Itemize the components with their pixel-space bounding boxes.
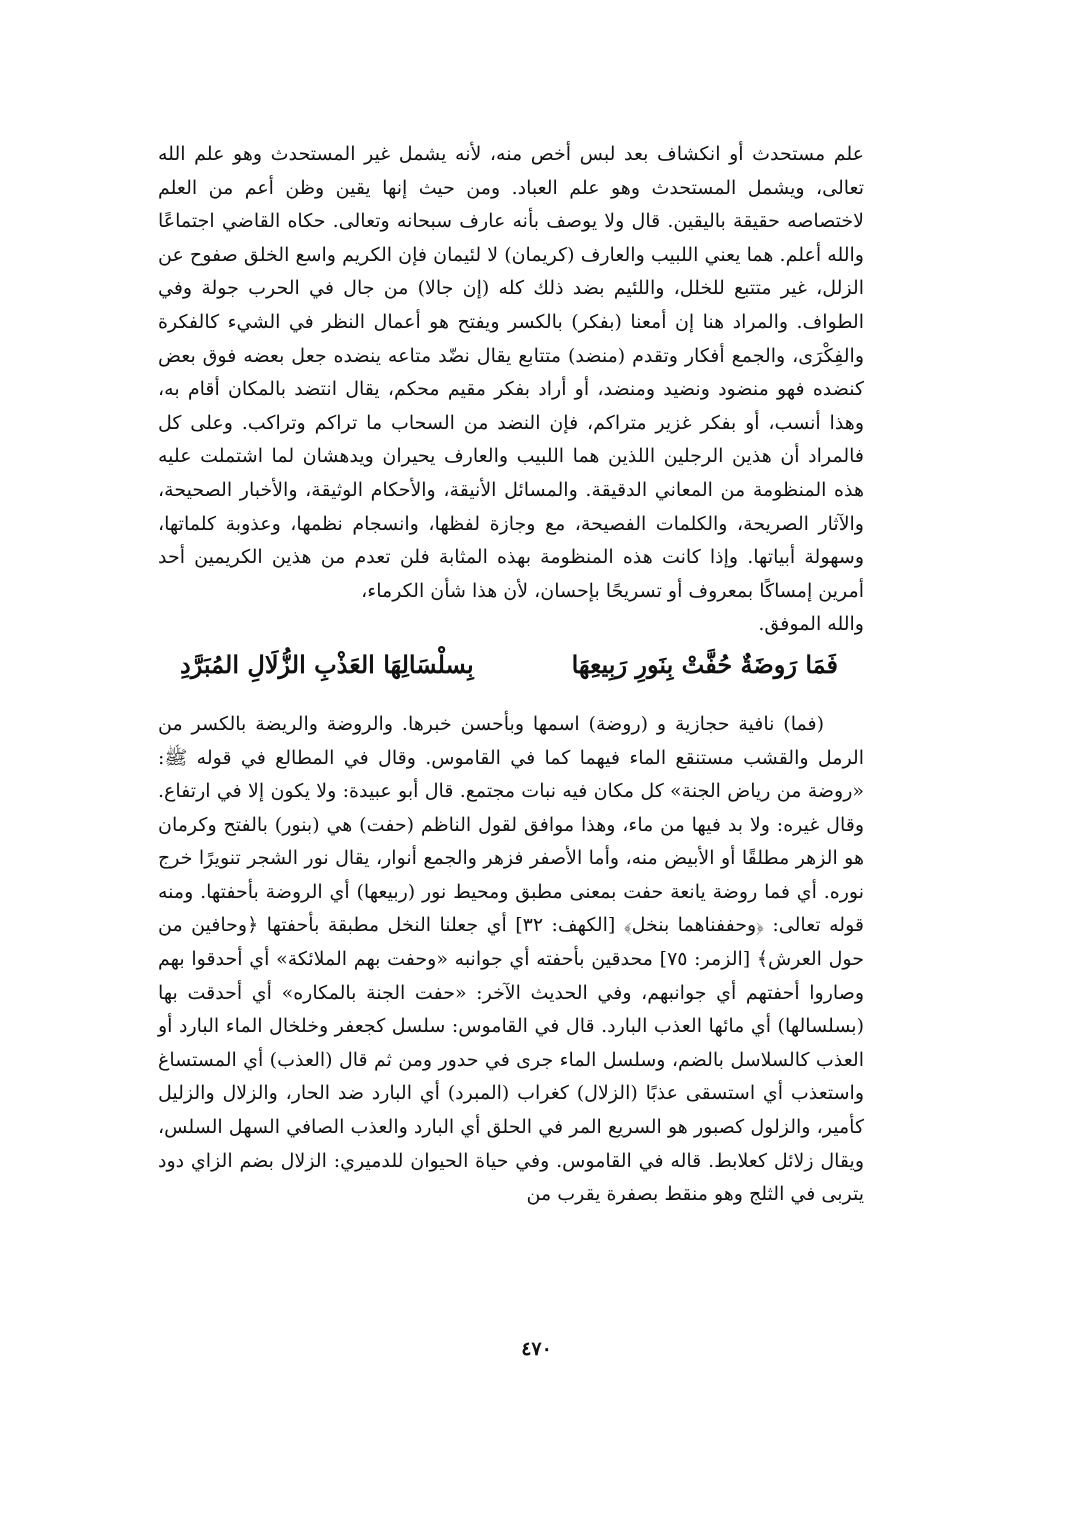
commentary-paragraph-1	[158, 138, 864, 642]
poem-verse	[158, 642, 864, 702]
page-body	[158, 138, 864, 1212]
verse-first-hemistich: فَمَا رَوضَةٌ حُفَّتْ بِنَورِ رَبِيعِهَا	[571, 649, 838, 679]
commentary-paragraph-2: (فما) نافية حجازية و (روضة) اسمها وبأحسن خبرها. والروضة والريضة بالكسر من الرمل والقشب مستنقع الماء فيهما كما في القاموس. وقال في المطالع في قوله ﷺ: «روضة من رياض الجنة» كل مكان فيه نبات مجتمع. قال أبو عبيدة: ولا يكون إلا في ارتفاع. وقال غيره: ولا بد فيها من ماء، وهذا موافق لقول الناظم (حفت) هي (بنور) بالفتح وكرمان هو الزهر مطلقًا أو الأبيض منه، وأما الأصفر فزهر والجمع أنوار، يقال نور الشجر تنويرًا خرج نوره. أي فما روضة يانعة حفت بمعنى مطبق ومحيط نور (ربيعها) أي الروضة بأحفتها. ومنه قوله تعالى: ﴿وحففناهما بنخل﴾ [الكهف: ٣٢] أي جعلنا النخل مطبقة بأحفتها ﴿وحافين من حول العرش﴾ [الزمر: ٧٥] محدقين بأحفته أي جوانبه «وحفت بهم الملائكة» أي أحدقوا بهم وصاروا أحفتهم أي جوانبهم، وفي الحديث الآخر: «حفت الجنة بالمكاره» أي أحدقت بها (بسلسالها) أي مائها العذب البارد. قال في القاموس: سلسل كجعفر وخلخال الماء البارد أو العذب كالسلاسل بالضم، وسلسل الماء جرى في حدور ومن ثم قال (العذب) أي المستساغ واستعذب أي استسقى عذبًا (الزلال) كغراب (المبرد) أي البارد ضد الحار، والزلال والزليل كأمير، والزلول كصبور هو السريع المر في الحلق أي البارد والعذب الصافي السهل السلس، ويقال زلائل كعلابط. قاله في القاموس. وفي حياة الحيوان للدميري: الزلال بضم الزاي دود يتربى في الثلج وهو منقط بصفرة يقرب من	[158, 712, 864, 1206]
paragraph-1-text: علم مستحدث أو انكشاف بعد لبس أخص منه، لأنه يشمل غير المستحدث وهو علم الله تعالى، ويشمل المستحدث وهو علم العباد. ومن حيث إنها يقين وظن أعم من العلم لاختصاصه حقيقة باليقين. قال ولا يوصف بأنه عارف سبحانه وتعالى. حكاه القاضي اجتماعًا والله أعلم. هما يعني اللبيب والعارف (كريمان) لا لئيمان فإن الكريم واسع الخلق صفوح عن الزلل، غير متتبع للخلل، واللئيم بضد ذلك كله (إن جالا) من جال في الحرب جولة وفي الطواف. والمراد هنا إن أمعنا (بفكر) بالكسر ويفتح هو أعمال النظر في الشيء كالفكرة والفِكْرَى، والجمع أفكار وتقدم (منضد) متتابع يقال نضّد متاعه ينضده جعل بعضه فوق بعض كنضده فهو منضود ونضيد ومنضد، أو أراد بفكر مقيم محكم، يقال انتضد بالمكان أقام به، وهذا أنسب، أو بفكر غزير متراكم، فإن النضد من السحاب ما تراكم وتراكب. وعلى كل فالمراد أن هذين الرجلين اللذين هما اللبيب والعارف يحيران ويدهشان لما اشتملت عليه هذه المنظومة من المعاني الدقيقة. والمسائل الأنيقة، والأحكام الوثيقة، والأخبار الصحيحة، والآثار الصريحة، والكلمات الفصيحة، مع وجازة لفظها، وانسجام نظمها، وعذوبة كلماتها، وسهولة أبياتها. وإذا كانت هذه المنظومة بهذه المثابة فلن تعدم من هذين الكريمين أحد أمرين إمساكًا بمعروف أو تسريحًا بإحسان، لأن هذا شأن الكرماء،	[158, 143, 864, 602]
page-number: ٤٧٠	[521, 1338, 552, 1360]
verse-second-hemistich: بِسلْسَالِهَا العَذْبِ الزُّلَالِ المُبَرَّدِ	[180, 649, 474, 679]
paragraph-1-closing: والله الموفق.	[758, 613, 864, 636]
